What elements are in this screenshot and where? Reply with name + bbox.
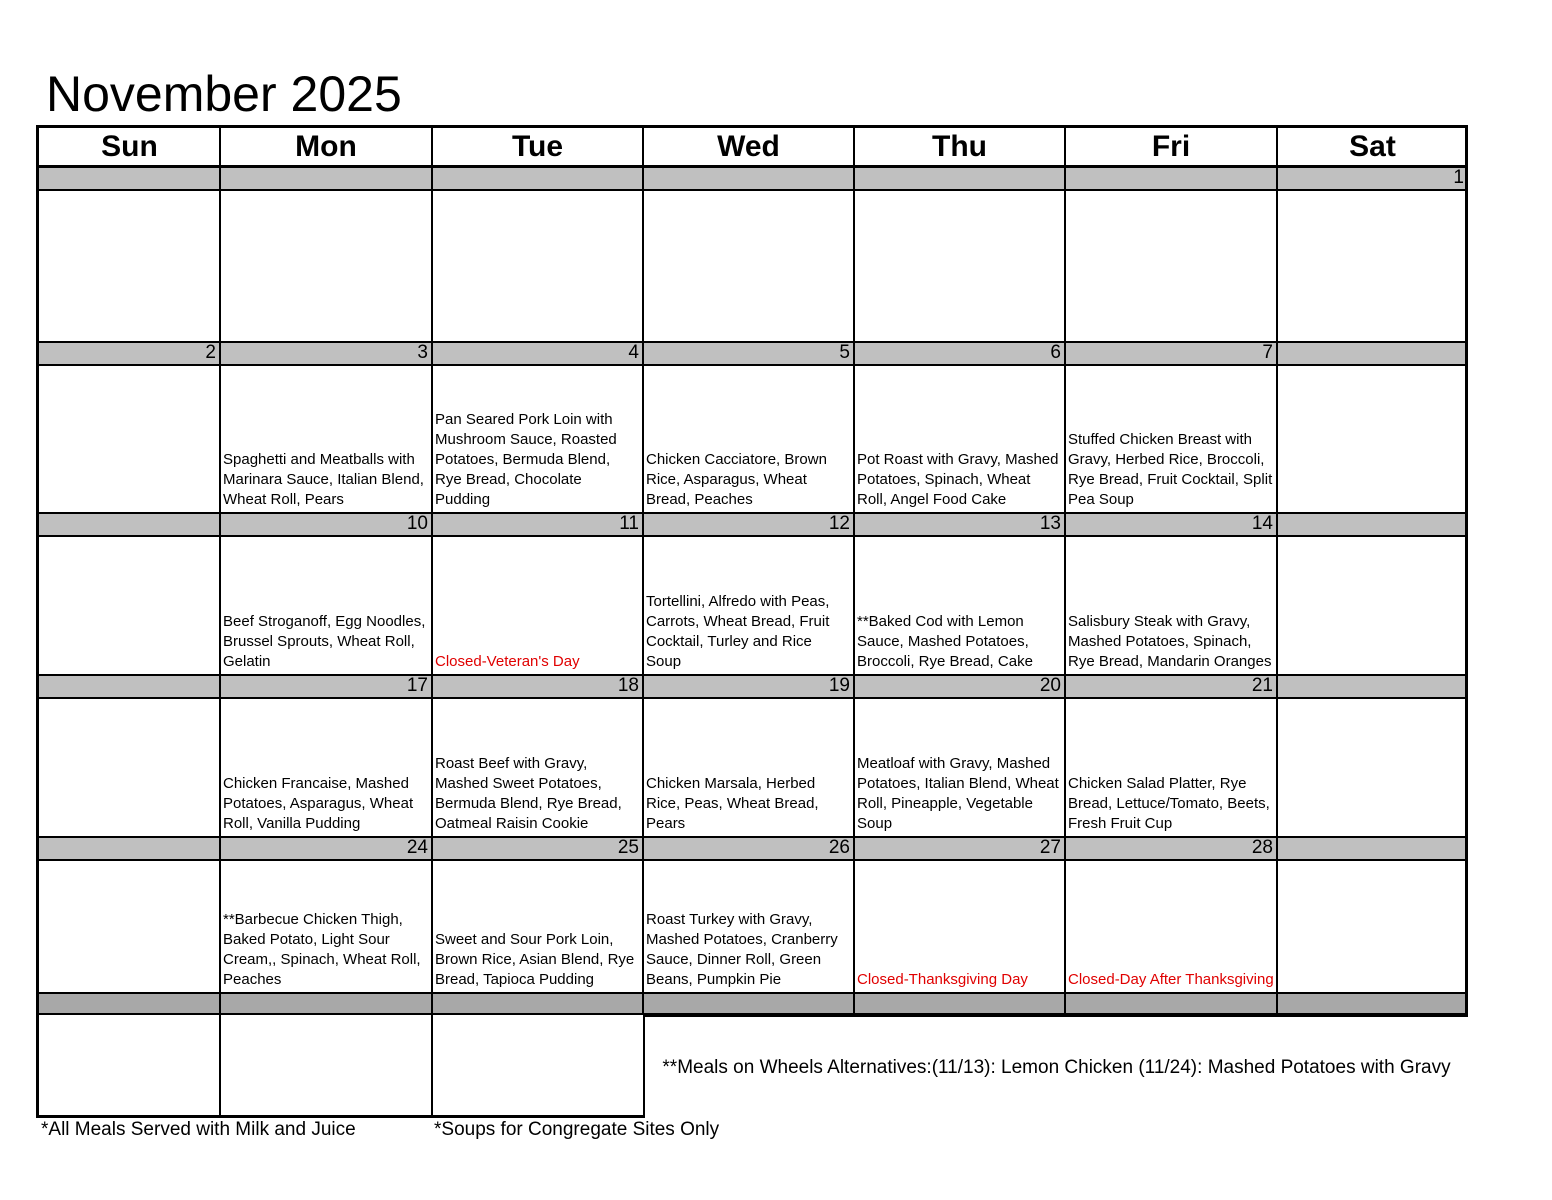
date-band bbox=[39, 992, 1465, 1014]
date-number: 27 bbox=[1039, 837, 1061, 858]
meal-entry: Beef Stroganoff, Egg Noodles, Brussel Sprouts, Wheat Roll, Gelatin bbox=[223, 613, 426, 670]
day-header-tue: Tue bbox=[511, 130, 564, 163]
date-number: 12 bbox=[828, 513, 850, 534]
meals-on-wheels-note: **Meals on Wheels Alternatives:(11/13): Lemon Chicken (11/24): Mashed Potatoes with Gravy bbox=[643, 1014, 1468, 1118]
meal-entry: Chicken Cacciatore, Brown Rice, Asparagus, Wheat Bread, Peaches bbox=[646, 451, 827, 508]
meal-entry: Pan Seared Pork Loin with Mushroom Sauce, Roasted Potatoes, Bermuda Blend, Rye Bread, Chocolate Pudding bbox=[435, 411, 617, 508]
column-divider bbox=[1276, 128, 1278, 1014]
meal-entry: Chicken Marsala, Herbed Rice, Peas, Wheat Bread, Pears bbox=[646, 775, 819, 832]
meal-entry: Roast Beef with Gravy, Mashed Sweet Potatoes, Bermuda Blend, Rye Bread, Oatmeal Raisin Cookie bbox=[435, 755, 622, 832]
date-number: 14 bbox=[1251, 513, 1273, 534]
closed-notice: Closed-Day After Thanksgiving bbox=[1068, 971, 1274, 988]
date-number: 24 bbox=[406, 837, 428, 858]
date-number: 20 bbox=[1039, 675, 1061, 696]
closed-notice: Closed-Thanksgiving Day bbox=[857, 971, 1028, 988]
meal-entry: Roast Turkey with Gravy, Mashed Potatoes, Cranberry Sauce, Dinner Roll, Green Beans, Pumpkin Pie bbox=[646, 911, 838, 988]
column-divider bbox=[219, 128, 221, 1118]
meal-entry: Salisbury Steak with Gravy, Mashed Potatoes, Spinach, Rye Bread, Mandarin Oranges bbox=[1068, 613, 1272, 670]
meal-entry: Chicken Francaise, Mashed Potatoes, Asparagus, Wheat Roll, Vanilla Pudding bbox=[223, 775, 414, 832]
day-header-sat: Sat bbox=[1349, 130, 1396, 163]
day-header-thu: Thu bbox=[932, 130, 987, 163]
meal-entry: **Baked Cod with Lemon Sauce, Mashed Potatoes, Broccoli, Rye Bread, Cake bbox=[857, 613, 1033, 670]
date-number: 3 bbox=[417, 342, 428, 363]
day-header-sun: Sun bbox=[101, 130, 158, 163]
date-band bbox=[39, 166, 1465, 190]
day-header-fri: Fri bbox=[1151, 130, 1191, 163]
date-number: 18 bbox=[617, 675, 639, 696]
closed-notice: Closed-Veteran's Day bbox=[435, 653, 580, 670]
calendar-grid bbox=[36, 125, 1468, 1118]
date-number: 28 bbox=[1251, 837, 1273, 858]
date-number: 6 bbox=[1050, 342, 1061, 363]
date-number: 7 bbox=[1262, 342, 1273, 363]
date-number: 1 bbox=[1453, 167, 1464, 188]
column-divider bbox=[431, 128, 433, 1118]
row-divider bbox=[39, 189, 1465, 191]
date-number: 21 bbox=[1251, 675, 1273, 696]
meal-entry: Chicken Salad Platter, Rye Bread, Lettuce/Tomato, Beets, Fresh Fruit Cup bbox=[1068, 775, 1270, 832]
date-number: 10 bbox=[406, 513, 428, 534]
column-divider bbox=[642, 128, 644, 1014]
date-number: 11 bbox=[619, 513, 639, 534]
meal-entry: Stuffed Chicken Breast with Gravy, Herbed Rice, Broccoli, Rye Bread, Fruit Cocktail, Split Pea Soup bbox=[1068, 431, 1273, 508]
column-divider bbox=[853, 128, 855, 1014]
date-number: 25 bbox=[617, 837, 639, 858]
date-number: 13 bbox=[1039, 513, 1061, 534]
date-number: 4 bbox=[628, 342, 639, 363]
date-number: 26 bbox=[828, 837, 850, 858]
meal-entry: Sweet and Sour Pork Loin, Brown Rice, Asian Blend, Rye Bread, Tapioca Pudding bbox=[435, 931, 635, 988]
day-header-mon: Mon bbox=[295, 130, 357, 163]
date-number: 2 bbox=[205, 342, 216, 363]
meal-entry: Pot Roast with Gravy, Mashed Potatoes, Spinach, Wheat Roll, Angel Food Cake bbox=[857, 451, 1059, 508]
date-number: 17 bbox=[406, 675, 428, 696]
meal-entry: Meatloaf with Gravy, Mashed Potatoes, Italian Blend, Wheat Roll, Pineapple, Vegetable Soup bbox=[857, 755, 1059, 832]
meal-entry: **Barbecue Chicken Thigh, Baked Potato, Light Sour Cream,, Spinach, Wheat Roll, Peaches bbox=[223, 911, 421, 988]
footer-note-milk-juice: *All Meals Served with Milk and Juice bbox=[41, 1119, 356, 1140]
page-title: November 2025 bbox=[46, 66, 402, 122]
column-divider bbox=[1064, 128, 1066, 1014]
meal-entry: Spaghetti and Meatballs with Marinara Sauce, Italian Blend, Wheat Roll, Pears bbox=[223, 451, 424, 508]
meal-entry: Tortellini, Alfredo with Peas, Carrots, Wheat Bread, Fruit Cocktail, Turley and Rice Soup bbox=[646, 593, 830, 670]
date-number: 19 bbox=[828, 675, 850, 696]
row-divider bbox=[39, 992, 1465, 994]
day-header-wed: Wed bbox=[717, 130, 780, 163]
footer-note-soups: *Soups for Congregate Sites Only bbox=[434, 1119, 720, 1140]
row-divider bbox=[39, 166, 1465, 168]
date-number: 5 bbox=[839, 342, 850, 363]
